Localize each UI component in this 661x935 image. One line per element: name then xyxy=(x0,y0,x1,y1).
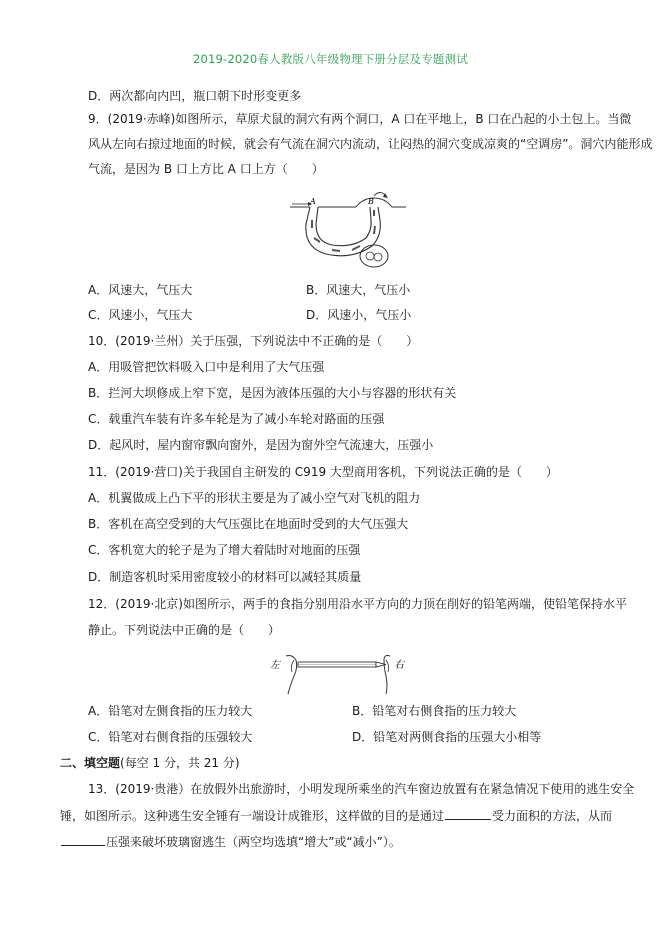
section-2-title: 二、填空题 xyxy=(60,756,121,770)
q13-stem-line-1: 13．(2019·贵港）在放假外出旅游时，小明发现所乘坐的汽车窗边放置有在紧急情况下使用的逃生安全 xyxy=(88,782,635,796)
q12-stem-line-1: 12．(2019·北京)如图所示，两手的食指分别用沿水平方向的力顶在削好的铅笔两端，使铅笔保持水平 xyxy=(88,597,627,611)
q11-option-c: C．客机宽大的轮子是为了增大着陆时对地面的压强 xyxy=(88,543,361,557)
q10-option-d: D．起风时，屋内窗帘飘向窗外，是因为窗外空气流速大，压强小 xyxy=(88,438,434,452)
q11-option-b: B．客机在高空受到的大气压强比在地面时受到的大气压强大 xyxy=(88,517,409,531)
q12-option-b: B．铅笔对右侧食指的压力较大 xyxy=(352,704,517,718)
q10-option-a: A．用吸管把饮料吸入口中是利用了大气压强 xyxy=(88,360,325,374)
q10-option-c: C．载重汽车装有许多车轮是为了减小车轮对路面的压强 xyxy=(88,412,385,426)
q13-blank-1[interactable] xyxy=(445,808,491,820)
q11-option-a: A．机翼做成上凸下平的形状主要是为了减小空气对飞机的阻力 xyxy=(88,491,421,505)
q12-option-a: A．铅笔对左侧食指的压力较大 xyxy=(88,704,253,718)
burrow-figure xyxy=(288,190,408,274)
q9-option-d: D．风速小，气压小 xyxy=(306,308,412,322)
q8-option-d: D．两次都向内凹，瓶口朝下时形变更多 xyxy=(88,89,302,103)
q12-stem-line-2: 静止。下列说法中正确的是（ ） xyxy=(88,623,281,637)
figure-label-left: 左 xyxy=(270,660,280,671)
page-header: 2019-2020春人教版八年级物理下册分层及专题测试 xyxy=(192,52,469,66)
figure-label-b: B xyxy=(368,197,374,206)
q9-option-b: B．风速大，气压小 xyxy=(306,283,411,297)
q9-stem-line-2: 风从左向右掠过地面的时候，就会有气流在洞穴内流动，让闷热的洞穴变成凉爽的“空调房”。洞穴内能形成 xyxy=(88,137,653,151)
q9-stem-line-1: 9．(2019·赤峰)如图所示，草原犬鼠的洞穴有两个洞口，A 口在平地上，B 口在凸起的小土包上。当微 xyxy=(88,112,632,126)
pencil-figure xyxy=(268,646,408,696)
q13-stem-line-2 xyxy=(60,808,612,824)
q11-option-d: D．制造客机时采用密度较小的材料可以减轻其质量 xyxy=(88,570,362,584)
q13-line-2-part-a: 锤，如图所示。这种逃生安全锤有一端设计成锥形，这样做的目的是通过 xyxy=(60,809,445,823)
q11-stem: 11．(2019·营口)关于我国自主研发的 C919 大型商用客机，下列说法正确的是（ ） xyxy=(88,465,558,479)
q13-stem-line-3 xyxy=(60,834,401,850)
q9-option-c: C．风速小，气压大 xyxy=(88,308,193,322)
section-2-heading xyxy=(60,755,240,771)
figure-label-a: A xyxy=(310,197,316,206)
q9-stem-line-3: 气流，是因为 B 口上方比 A 口上方（ ） xyxy=(88,162,324,176)
q12-option-c: C．铅笔对右侧食指的压强较大 xyxy=(88,730,253,744)
q13-line-2-part-b: 受力面积的方法，从而 xyxy=(492,809,613,823)
q10-option-b: B．拦河大坝修成上窄下宽，是因为液体压强的大小与容器的形状有关 xyxy=(88,386,457,400)
q13-line-3-text: 压强来破坏玻璃窗逃生（两空均选填“增大”或“减小”）。 xyxy=(106,835,401,849)
section-2-note: (每空 1 分，共 21 分) xyxy=(120,756,240,770)
q12-option-d: D．铅笔对两侧食指的压强大小相等 xyxy=(352,730,542,744)
q10-stem: 10．(2019·兰州）关于压强，下列说法中不正确的是（ ） xyxy=(88,334,419,348)
q9-option-a: A．风速大，气压大 xyxy=(88,283,193,297)
figure-label-right: 右 xyxy=(394,660,404,671)
q13-blank-2[interactable] xyxy=(61,834,105,846)
